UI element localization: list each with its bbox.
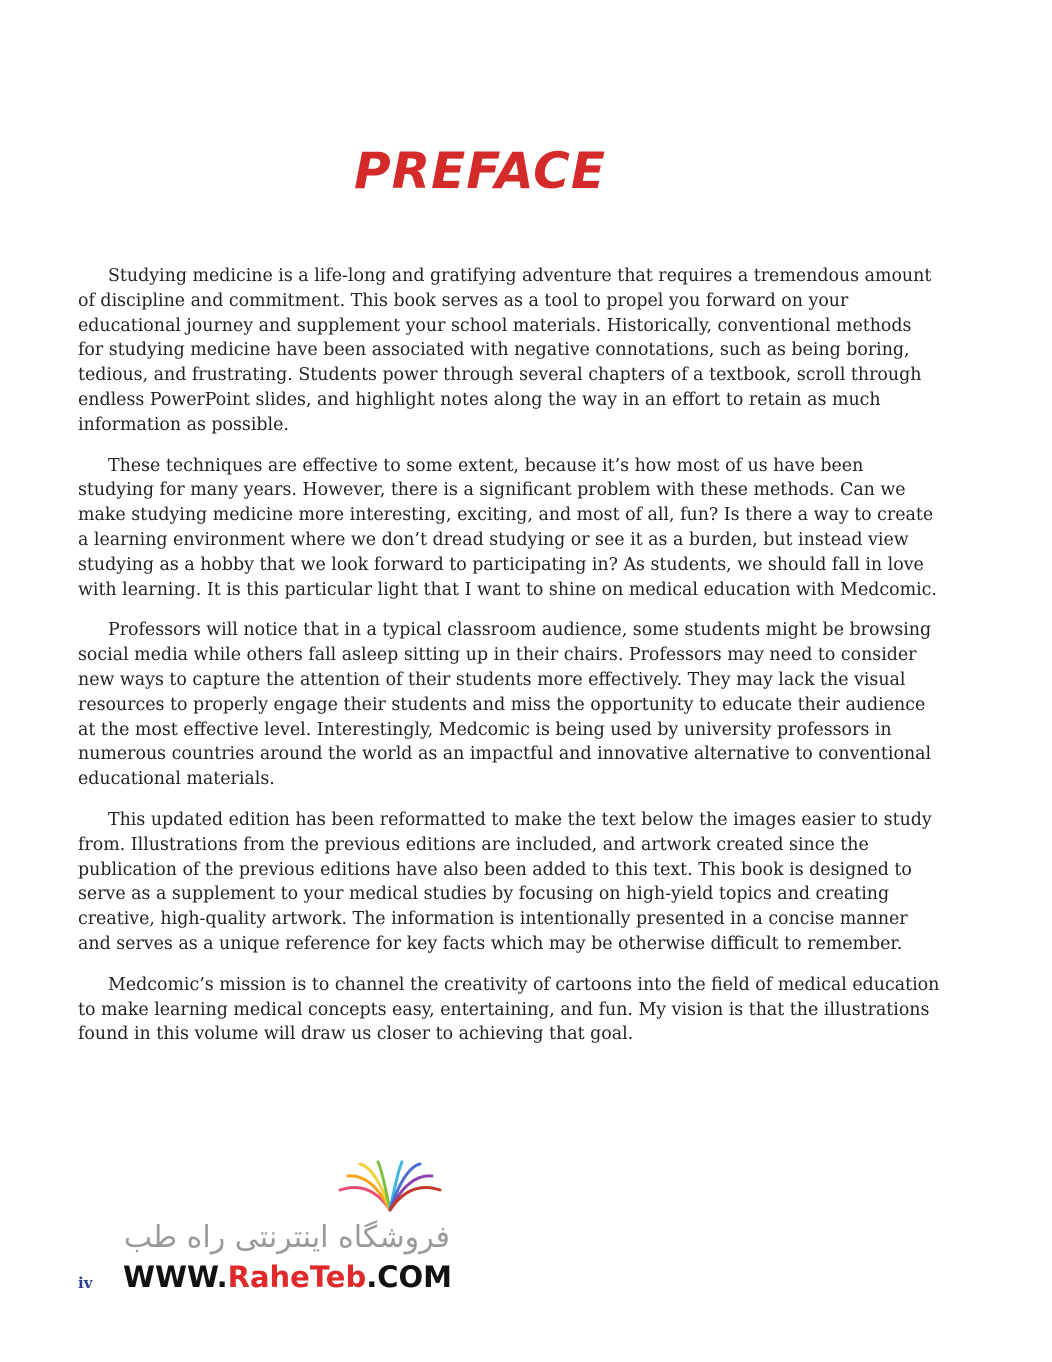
watermark-persian-text: فروشگاه اینترنتی راه طب (123, 1220, 450, 1255)
url-suffix: .COM (366, 1260, 453, 1294)
paragraph-3: Professors will notice that in a typical classroom audience, some students might be browsing social media while others fall asleep sitting up in their chairs. Professors may need to consider new ways to capture the attention of their students more effectively. They may lack the visual resources to properly engage their students and miss the opportunity to educate their audience at the most effective level. Interestingly, Medcomic is being used by university professors in numerous countries around the world as an impactful and innovative alternative to conventional educational materials. (78, 620, 932, 790)
page-title: PREFACE (353, 142, 607, 200)
page-number: iv (78, 1274, 93, 1292)
paragraph-5: Medcomic’s mission is to channel the creativity of cartoons into the field of medical education to make learning medical concepts easy, entertaining, and fun. My vision is that the illustrations found in this volume will draw us closer to achieving that goal. (78, 974, 940, 1045)
watermark-url (123, 1260, 452, 1294)
paragraph-2: These techniques are effective to some extent, because it’s how most of us have been studying for many years. However, there is a significant problem with these methods. Can we make studying medicine more interesting, exciting, and most of all, fun? Is there a way to create a learning environment where we don’t dread studying or see it as a burden, but instead view studying as a hobby that we look forward to participating in? As students, we should fall in love with learning. It is this particular light that I want to shine on medical education with Medcomic. (78, 455, 937, 600)
watermark (120, 1160, 460, 1300)
paragraph-1: Studying medicine is a life-long and gratifying adventure that requires a tremendous amount of discipline and commitment. This book serves as a tool to propel you forward on your educational journey and supplement your school materials. Historically, conventional methods for studying medicine have been associated with negative connotations, such as being boring, tedious, and frustrating. Students power through several chapters of a textbook, scroll through endless PowerPoint slides, and highlight notes along the way in an effort to retain as much information as possible. (78, 266, 932, 435)
paragraph-4: This updated edition has been reformatted to make the text below the images easier to study from. Illustrations from the previous editions are included, and artwork created since the publication of the previous editions have also been added to this text. This book is designed to serve as a supplement to your medical studies by focusing on high-yield topics and creating creative, high-quality artwork. The information is intentionally presented in a concise manner and serves as a unique reference for key facts which may be otherwise difficult to remember. (78, 809, 932, 954)
url-brand: RaheTeb (227, 1260, 367, 1294)
open-book-logo-icon (330, 1160, 450, 1216)
preface-body (78, 264, 940, 1063)
url-prefix: WWW. (123, 1260, 228, 1294)
